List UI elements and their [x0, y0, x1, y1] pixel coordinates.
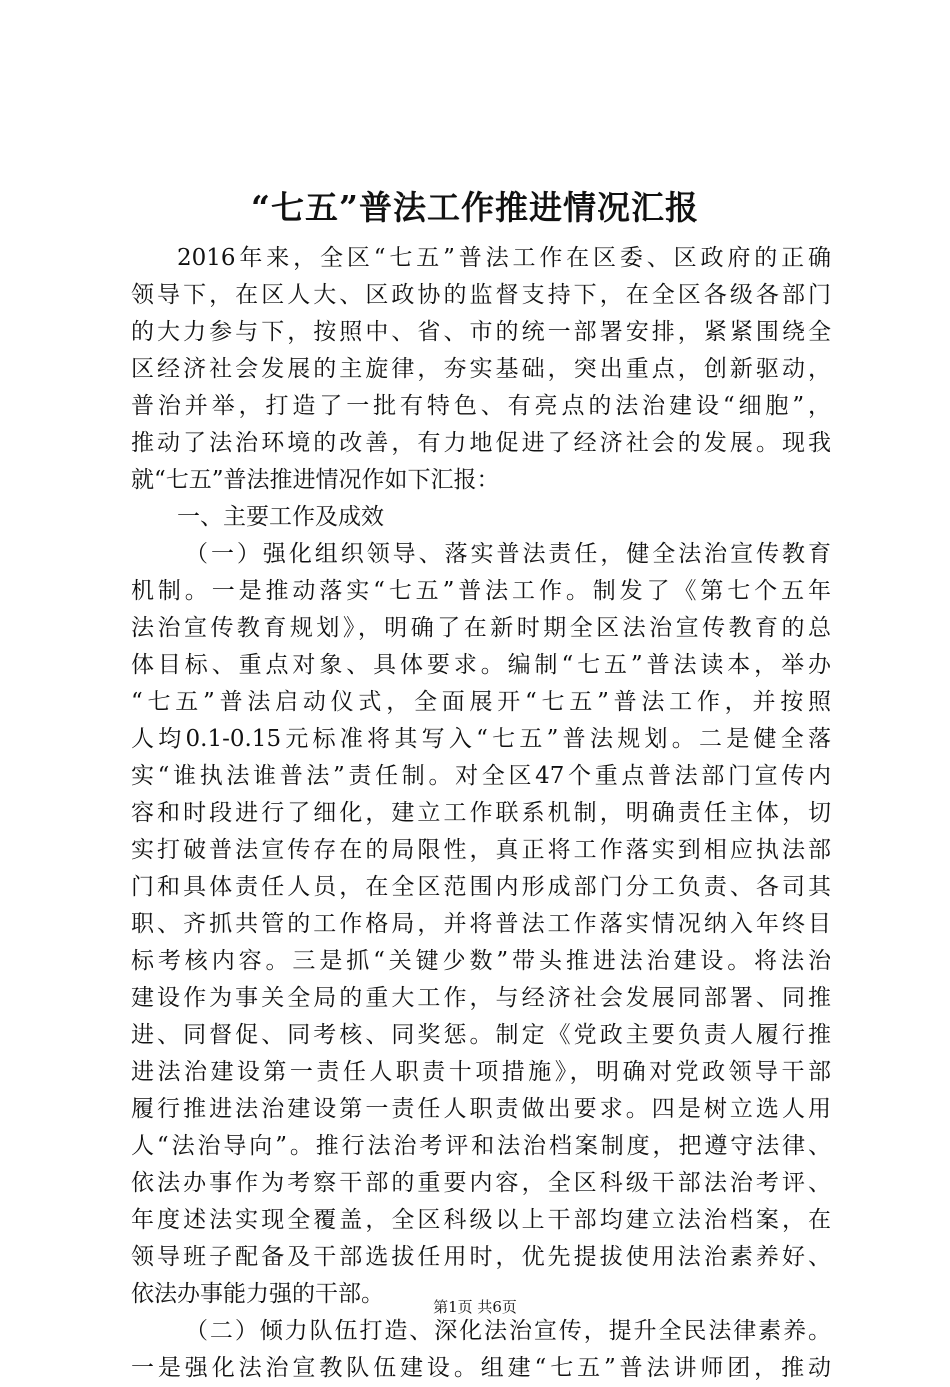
page-footer: 第1页 共6页 — [433, 1298, 517, 1316]
paragraph-line: 法治宣传教育规划》，明确了在新时期全区法治宣传教育的总 — [131, 615, 831, 641]
paragraph-line: 区经济社会发展的主旋律，夯实基础，突出重点，创新驱动， — [131, 356, 831, 382]
paragraph-line: 标考核内容。三是抓“关键少数”带头推进法治建设。将法治 — [131, 948, 831, 974]
paragraph-line: 建设作为事关全局的重大工作，与经济社会发展同部署、同推 — [131, 985, 831, 1011]
paragraph-line: 实“谁执法谁普法”责任制。对全区47个重点普法部门宣传内 — [131, 763, 831, 789]
paragraph-line: 的大力参与下，按照中、省、市的统一部署安排，紧紧围绕全 — [131, 319, 831, 345]
paragraph-line: 领导下，在区人大、区政协的监督支持下，在全区各级各部门 — [131, 282, 831, 308]
paragraph-line: 就“七五”普法推进情况作如下汇报： — [131, 467, 500, 493]
paragraph-line: 人均0.1-0.15元标准将其写入“七五”普法规划。二是健全落 — [131, 726, 831, 752]
paragraph-line: 实打破普法宣传存在的局限性，真正将工作落实到相应执法部 — [131, 837, 831, 863]
paragraph-line: 门和具体责任人员，在全区范围内形成部门分工负责、各司其 — [131, 874, 831, 900]
paragraph-line: 机制。一是推动落实“七五”普法工作。制发了《第七个五年 — [131, 578, 831, 604]
paragraph-line: 推动了法治环境的改善，有力地促进了经济社会的发展。现我 — [131, 430, 831, 456]
paragraph-line: （二）倾力队伍打造、深化法治宣传，提升全民法律素养。 — [185, 1318, 831, 1344]
paragraph-line: “七五”普法启动仪式，全面展开“七五”普法工作，并按照 — [131, 689, 831, 715]
paragraph-line: 依法办事作为考察干部的重要内容，全区科级干部法治考评、 — [131, 1170, 831, 1196]
paragraph-line: 职、齐抓共管的工作格局，并将普法工作落实情况纳入年终目 — [131, 911, 831, 937]
paragraph-line: 年度述法实现全覆盖，全区科级以上干部均建立法治档案，在 — [131, 1207, 831, 1233]
paragraph-line: 人“法治导向”。推行法治考评和法治档案制度，把遵守法律、 — [131, 1133, 831, 1159]
paragraph-line: 进法治建设第一责任人职责十项措施》，明确对党政领导干部 — [131, 1059, 831, 1085]
paragraph-line: （一）强化组织领导、落实普法责任，健全法治宣传教育 — [185, 541, 831, 567]
paragraph-line: 履行推进法治建设第一责任人职责做出要求。四是树立选人用 — [131, 1096, 831, 1122]
section-heading: 一、主要工作及成效 — [177, 504, 384, 530]
paragraph-line: 一是强化法治宣教队伍建设。组建“七五”普法讲师团，推动 — [131, 1355, 831, 1381]
paragraph-line: 容和时段进行了细化，建立工作联系机制，明确责任主体，切 — [131, 800, 831, 826]
document-title: “七五”普法工作推进情况汇报 — [251, 188, 699, 227]
document-body — [131, 240, 831, 1387]
paragraph-line: 普治并举，打造了一批有特色、有亮点的法治建设“细胞”， — [131, 393, 831, 419]
paragraph-line: 依法办事能力强的干部。 — [131, 1281, 384, 1307]
paragraph-line: 领导班子配备及干部选拔任用时，优先提拔使用法治素养好、 — [131, 1244, 831, 1270]
paragraph-line: 进、同督促、同考核、同奖惩。制定《党政主要负责人履行推 — [131, 1022, 831, 1048]
paragraph-line: 体目标、重点对象、具体要求。编制“七五”普法读本，举办 — [131, 652, 831, 678]
paragraph-line: 2016年来，全区“七五”普法工作在区委、区政府的正确 — [177, 245, 831, 271]
